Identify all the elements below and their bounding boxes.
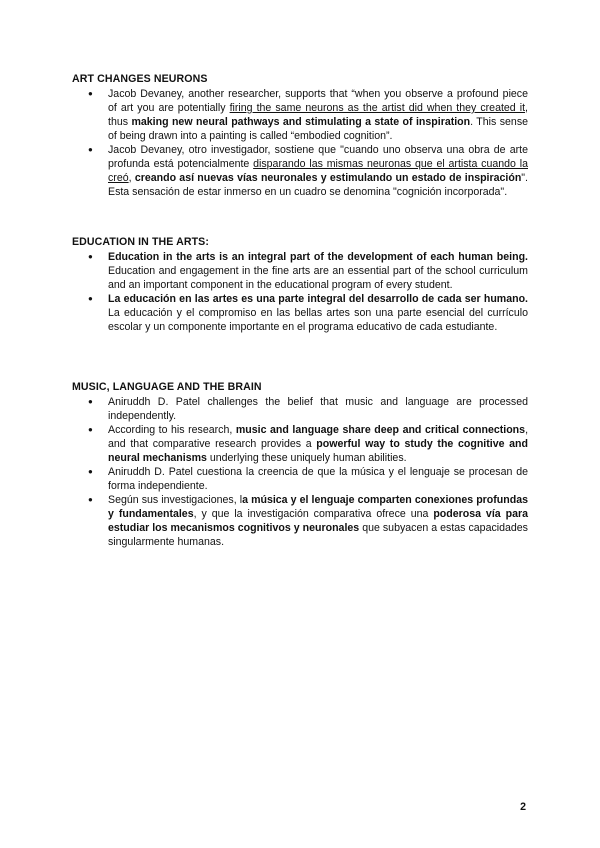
list-item xyxy=(72,143,528,199)
text: Aniruddh D. Patel cuestiona la creencia de que la música y el lenguaje se procesan de forma independiente. xyxy=(108,466,528,492)
text: . This sense of being drawn into a painting is called “embodied cognition”. xyxy=(108,116,529,142)
section-heading: EDUCATION IN THE ARTS: xyxy=(72,236,209,248)
text: Jacob Devaney, another researcher, supports that “when you observe a profound piece of art you are potentially xyxy=(108,88,528,114)
bullet-list xyxy=(72,250,528,334)
text: According to his research, xyxy=(108,424,236,436)
list-item xyxy=(72,395,528,423)
bold-text: La educación en las artes es una parte integral del desarrollo de cada ser humano. xyxy=(108,293,528,305)
bold-text: music and language share deep and critical connections xyxy=(235,424,526,436)
list-item xyxy=(72,292,528,334)
bullet-list xyxy=(72,395,528,549)
text: ". Esta sensación de estar inmerso en un cuadro se denomina "cognición incorporada". xyxy=(108,172,529,198)
section-heading: MUSIC, LANGUAGE AND THE BRAIN xyxy=(72,381,262,393)
text: , and that comparative research provides a xyxy=(108,424,529,450)
section-heading: ART CHANGES NEURONS xyxy=(72,73,208,85)
page-number: 2 xyxy=(520,801,526,813)
bold-text: making new neural pathways and stimulating a state of inspiration xyxy=(131,116,471,128)
underlined-text: disparando las mismas neuronas que el artista cuando la creó xyxy=(108,158,528,184)
list-item xyxy=(72,87,528,143)
text: Aniruddh D. Patel challenges the belief that music and language are processed independently. xyxy=(108,396,528,422)
section-education-in-the-arts xyxy=(72,235,528,334)
list-item xyxy=(72,250,528,292)
list-item xyxy=(72,423,528,465)
text: Jacob Devaney, otro investigador, sostiene que "cuando uno observa una obra de arte profunda está potencialmente xyxy=(108,144,528,170)
text: , y que la investigación comparativa ofrece una xyxy=(193,508,434,520)
list-item xyxy=(72,493,528,549)
underlined-text: firing the same neurons as the artist did when they created it xyxy=(229,102,526,114)
bullet-list xyxy=(72,87,528,199)
bold-text: creando así nuevas vías neuronales y estimulando un estado de inspiración xyxy=(134,172,522,184)
text: underlying these uniquely human abilities. xyxy=(206,452,407,464)
bold-text: a música y el lenguaje comparten conexiones profundas y fundamentales xyxy=(108,494,528,520)
text: La educación y el compromiso en las bellas artes son una parte esencial del currículo escolar y un componente importante en el programa educativo de cada estudiante. xyxy=(108,307,528,333)
text: , thus xyxy=(108,102,528,128)
section-music-language-brain xyxy=(72,380,528,549)
section-art-changes-neurons xyxy=(72,72,528,199)
bold-text: powerful way to study the cognitive and neural mechanisms xyxy=(108,438,528,464)
text: que subyacen a estas capacidades singularmente humanas. xyxy=(108,522,528,548)
bold-text: Education in the arts is an integral part of the development of each human being. xyxy=(108,251,528,263)
text: Según sus investigaciones, l xyxy=(108,494,243,506)
text: Education and engagement in the fine arts are an essential part of the school curriculum and an important component in the educational program of every student. xyxy=(108,265,528,291)
text: , xyxy=(128,172,135,184)
list-item xyxy=(72,465,528,493)
bold-text: poderosa vía para estudiar los mecanismos cognitivos y neuronales xyxy=(108,508,528,534)
